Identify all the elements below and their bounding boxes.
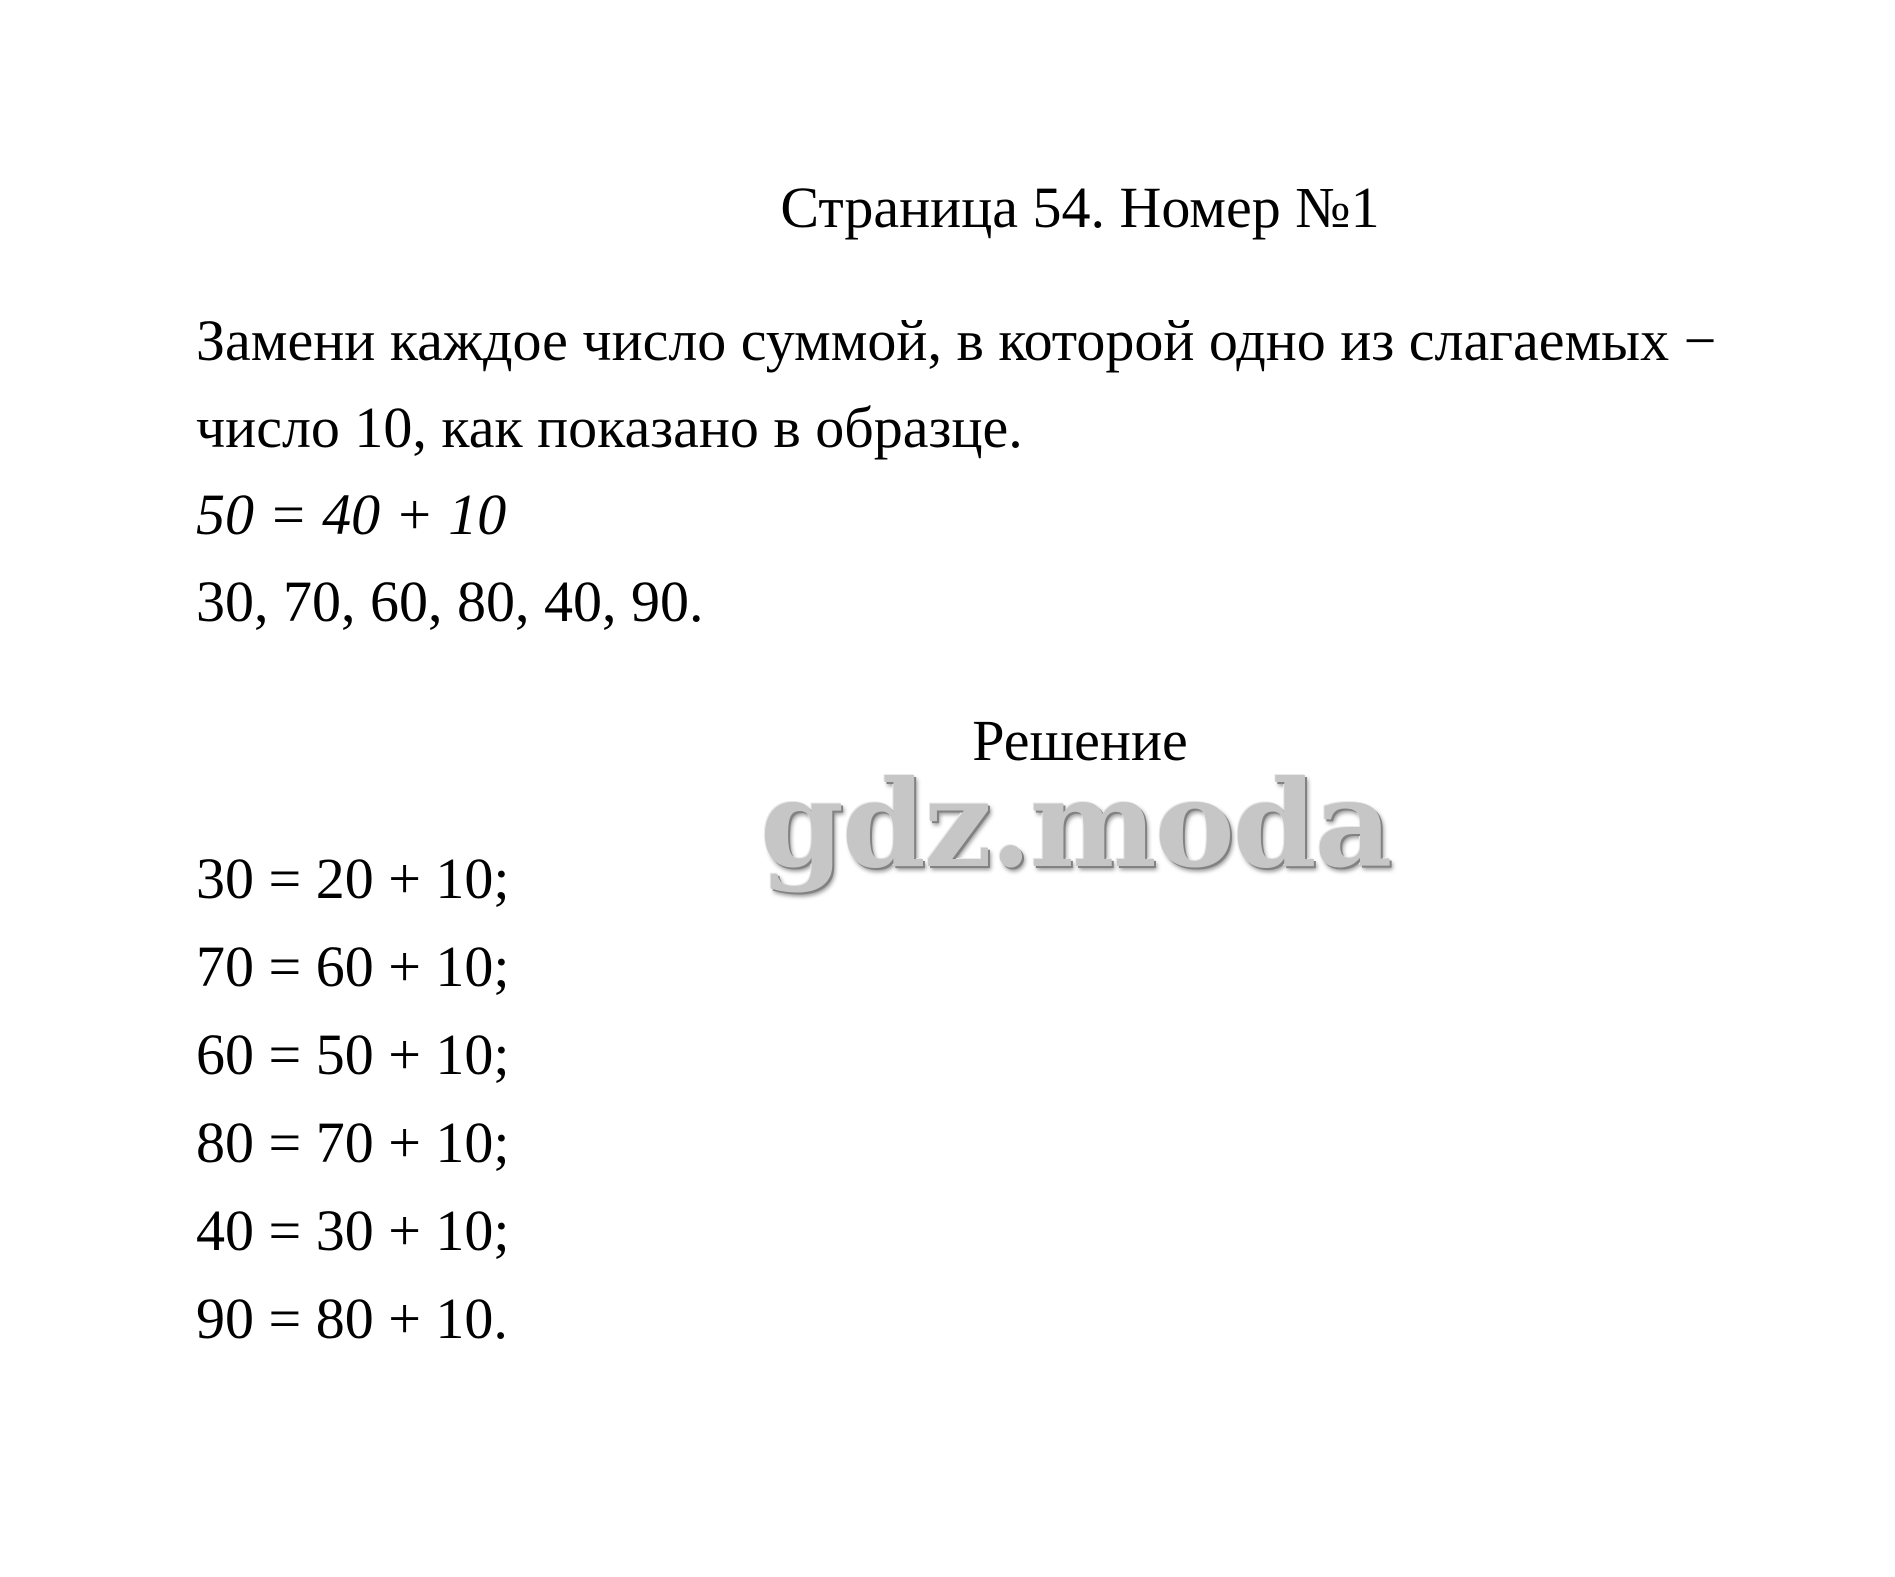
watermark-logo: gdz.moda: [760, 754, 1391, 895]
answer-row: 30 = 20 + 10;: [196, 846, 510, 911]
task-numbers: 30, 70, 60, 80, 40, 90.: [196, 569, 704, 634]
task-line-2: число 10, как показано в образце.: [196, 395, 1023, 460]
answer-row: 80 = 70 + 10;: [196, 1110, 510, 1175]
answer-row: 70 = 60 + 10;: [196, 934, 510, 999]
answer-list: [196, 835, 510, 1363]
answer-row: 40 = 30 + 10;: [196, 1198, 510, 1263]
task-sample: 50 = 40 + 10: [196, 482, 507, 547]
page-title: Страница 54. Номер №1: [780, 175, 1380, 240]
task-line-1: Замени каждое число суммой, в которой одно из слагаемых −: [196, 308, 1717, 373]
task-text: [196, 297, 1716, 645]
answer-row: 90 = 80 + 10.: [196, 1286, 508, 1351]
solution-heading: Решение: [972, 708, 1188, 773]
answer-row: 60 = 50 + 10;: [196, 1022, 510, 1087]
